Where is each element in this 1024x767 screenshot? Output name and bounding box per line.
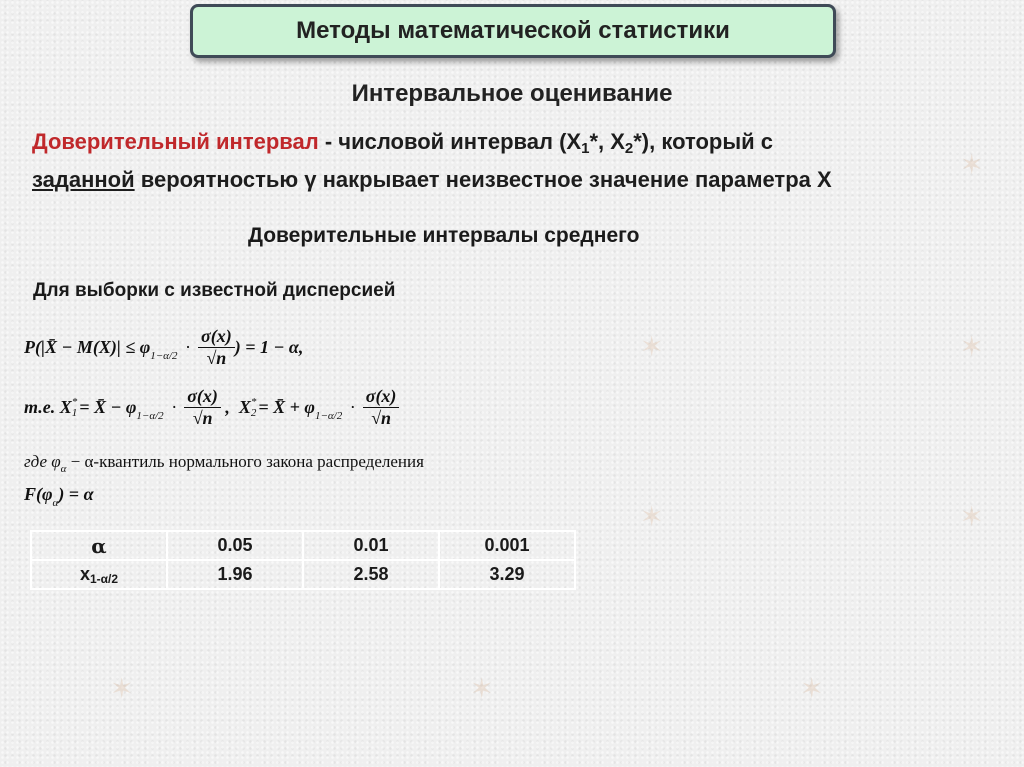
star-watermark-icon: ✶ bbox=[960, 149, 984, 180]
formula-subsup bbox=[251, 397, 257, 419]
definition-text: - числовой интервал (X bbox=[318, 129, 582, 154]
definition-paragraph bbox=[32, 126, 1002, 195]
subscript: 1 bbox=[581, 140, 590, 157]
formula-dot: · bbox=[171, 397, 177, 417]
star-watermark-icon: ✶ bbox=[640, 331, 664, 362]
definition-text: *, X bbox=[589, 129, 625, 154]
formula-subscript: α bbox=[52, 497, 59, 509]
formula-subscript: 1−α/2 bbox=[314, 409, 343, 422]
formula-dot: · bbox=[185, 337, 191, 357]
page-title: Методы математической статистики bbox=[296, 17, 730, 44]
fraction bbox=[198, 326, 235, 369]
formula-text: F(φ bbox=[24, 484, 53, 504]
fraction-numerator: σ(x) bbox=[363, 386, 400, 408]
definition-text: *), который с bbox=[633, 129, 773, 154]
formula-subscript: α bbox=[60, 463, 67, 475]
case-title: Для выборки с известной дисперсией bbox=[33, 280, 396, 301]
formula-superscript: * bbox=[250, 395, 257, 408]
fraction-denominator: √n bbox=[206, 348, 227, 368]
formula-text: т.е. X bbox=[24, 397, 72, 417]
formula-confidence-probability bbox=[24, 326, 303, 369]
formula-interval-bounds bbox=[24, 386, 399, 429]
definition-text: вероятностью γ накрывает неизвестное значение параметра X bbox=[134, 167, 832, 192]
formula-subscript: 1−α/2 bbox=[136, 409, 164, 422]
fraction bbox=[363, 386, 400, 429]
quantile-table bbox=[30, 530, 576, 590]
quantile-label: x bbox=[79, 563, 90, 584]
star-watermark-icon: ✶ bbox=[470, 673, 494, 704]
title-banner bbox=[190, 4, 836, 58]
table-row bbox=[31, 560, 575, 589]
formula-subscript: 1 bbox=[71, 406, 78, 419]
table-row bbox=[31, 531, 575, 560]
fraction bbox=[184, 386, 221, 429]
formula-quantile-definition bbox=[24, 484, 94, 509]
formula-text: ) = α bbox=[58, 484, 94, 504]
star-watermark-icon: ✶ bbox=[960, 501, 984, 532]
quantile-label-subscript: 1-α/2 bbox=[89, 571, 119, 586]
table-cell: 2.58 bbox=[303, 560, 439, 589]
fraction-denominator: √n bbox=[192, 408, 213, 428]
star-watermark-icon: ✶ bbox=[640, 501, 664, 532]
star-watermark-icon: ✶ bbox=[110, 673, 134, 704]
alpha-label: α bbox=[91, 533, 107, 558]
formula-text: − α-квантиль нормального закона распределения bbox=[66, 452, 424, 471]
subsection-title: Доверительные интервалы среднего bbox=[248, 224, 640, 247]
formula-dot: · bbox=[350, 397, 355, 417]
definition-term: Доверительный интервал bbox=[32, 129, 319, 154]
formula-text: P(|X̄ − M(X)| ≤ φ bbox=[24, 337, 151, 357]
table-cell: 0.001 bbox=[439, 531, 575, 560]
table-cell: 0.01 bbox=[303, 531, 439, 560]
formula-text: , X bbox=[220, 397, 251, 417]
table-cell: 3.29 bbox=[439, 560, 575, 589]
formula-text: ) = 1 − α, bbox=[234, 337, 304, 357]
star-watermark-icon: ✶ bbox=[960, 331, 984, 362]
underlined-word: заданной bbox=[32, 167, 135, 192]
subscript: 2 bbox=[624, 140, 634, 157]
formula-text: = X̄ + φ bbox=[258, 397, 315, 417]
star-watermark-icon: ✶ bbox=[800, 673, 824, 704]
quantile-explanation bbox=[24, 452, 424, 475]
fraction-numerator: σ(x) bbox=[198, 326, 235, 348]
formula-text: = X̄ − φ bbox=[79, 397, 137, 417]
formula-text: где φ bbox=[24, 452, 61, 471]
table-cell: 1.96 bbox=[167, 560, 303, 589]
formula-superscript: * bbox=[71, 395, 78, 408]
table-row-label bbox=[31, 560, 167, 589]
table-cell: 0.05 bbox=[167, 531, 303, 560]
fraction-numerator: σ(x) bbox=[184, 386, 221, 408]
section-title: Интервальное оценивание bbox=[351, 80, 673, 107]
formula-subscript: 1−α/2 bbox=[150, 349, 178, 362]
formula-subsup bbox=[72, 397, 78, 419]
table-row-label bbox=[31, 531, 167, 560]
formula-subscript: 2 bbox=[250, 406, 257, 419]
fraction-denominator: √n bbox=[371, 408, 392, 428]
